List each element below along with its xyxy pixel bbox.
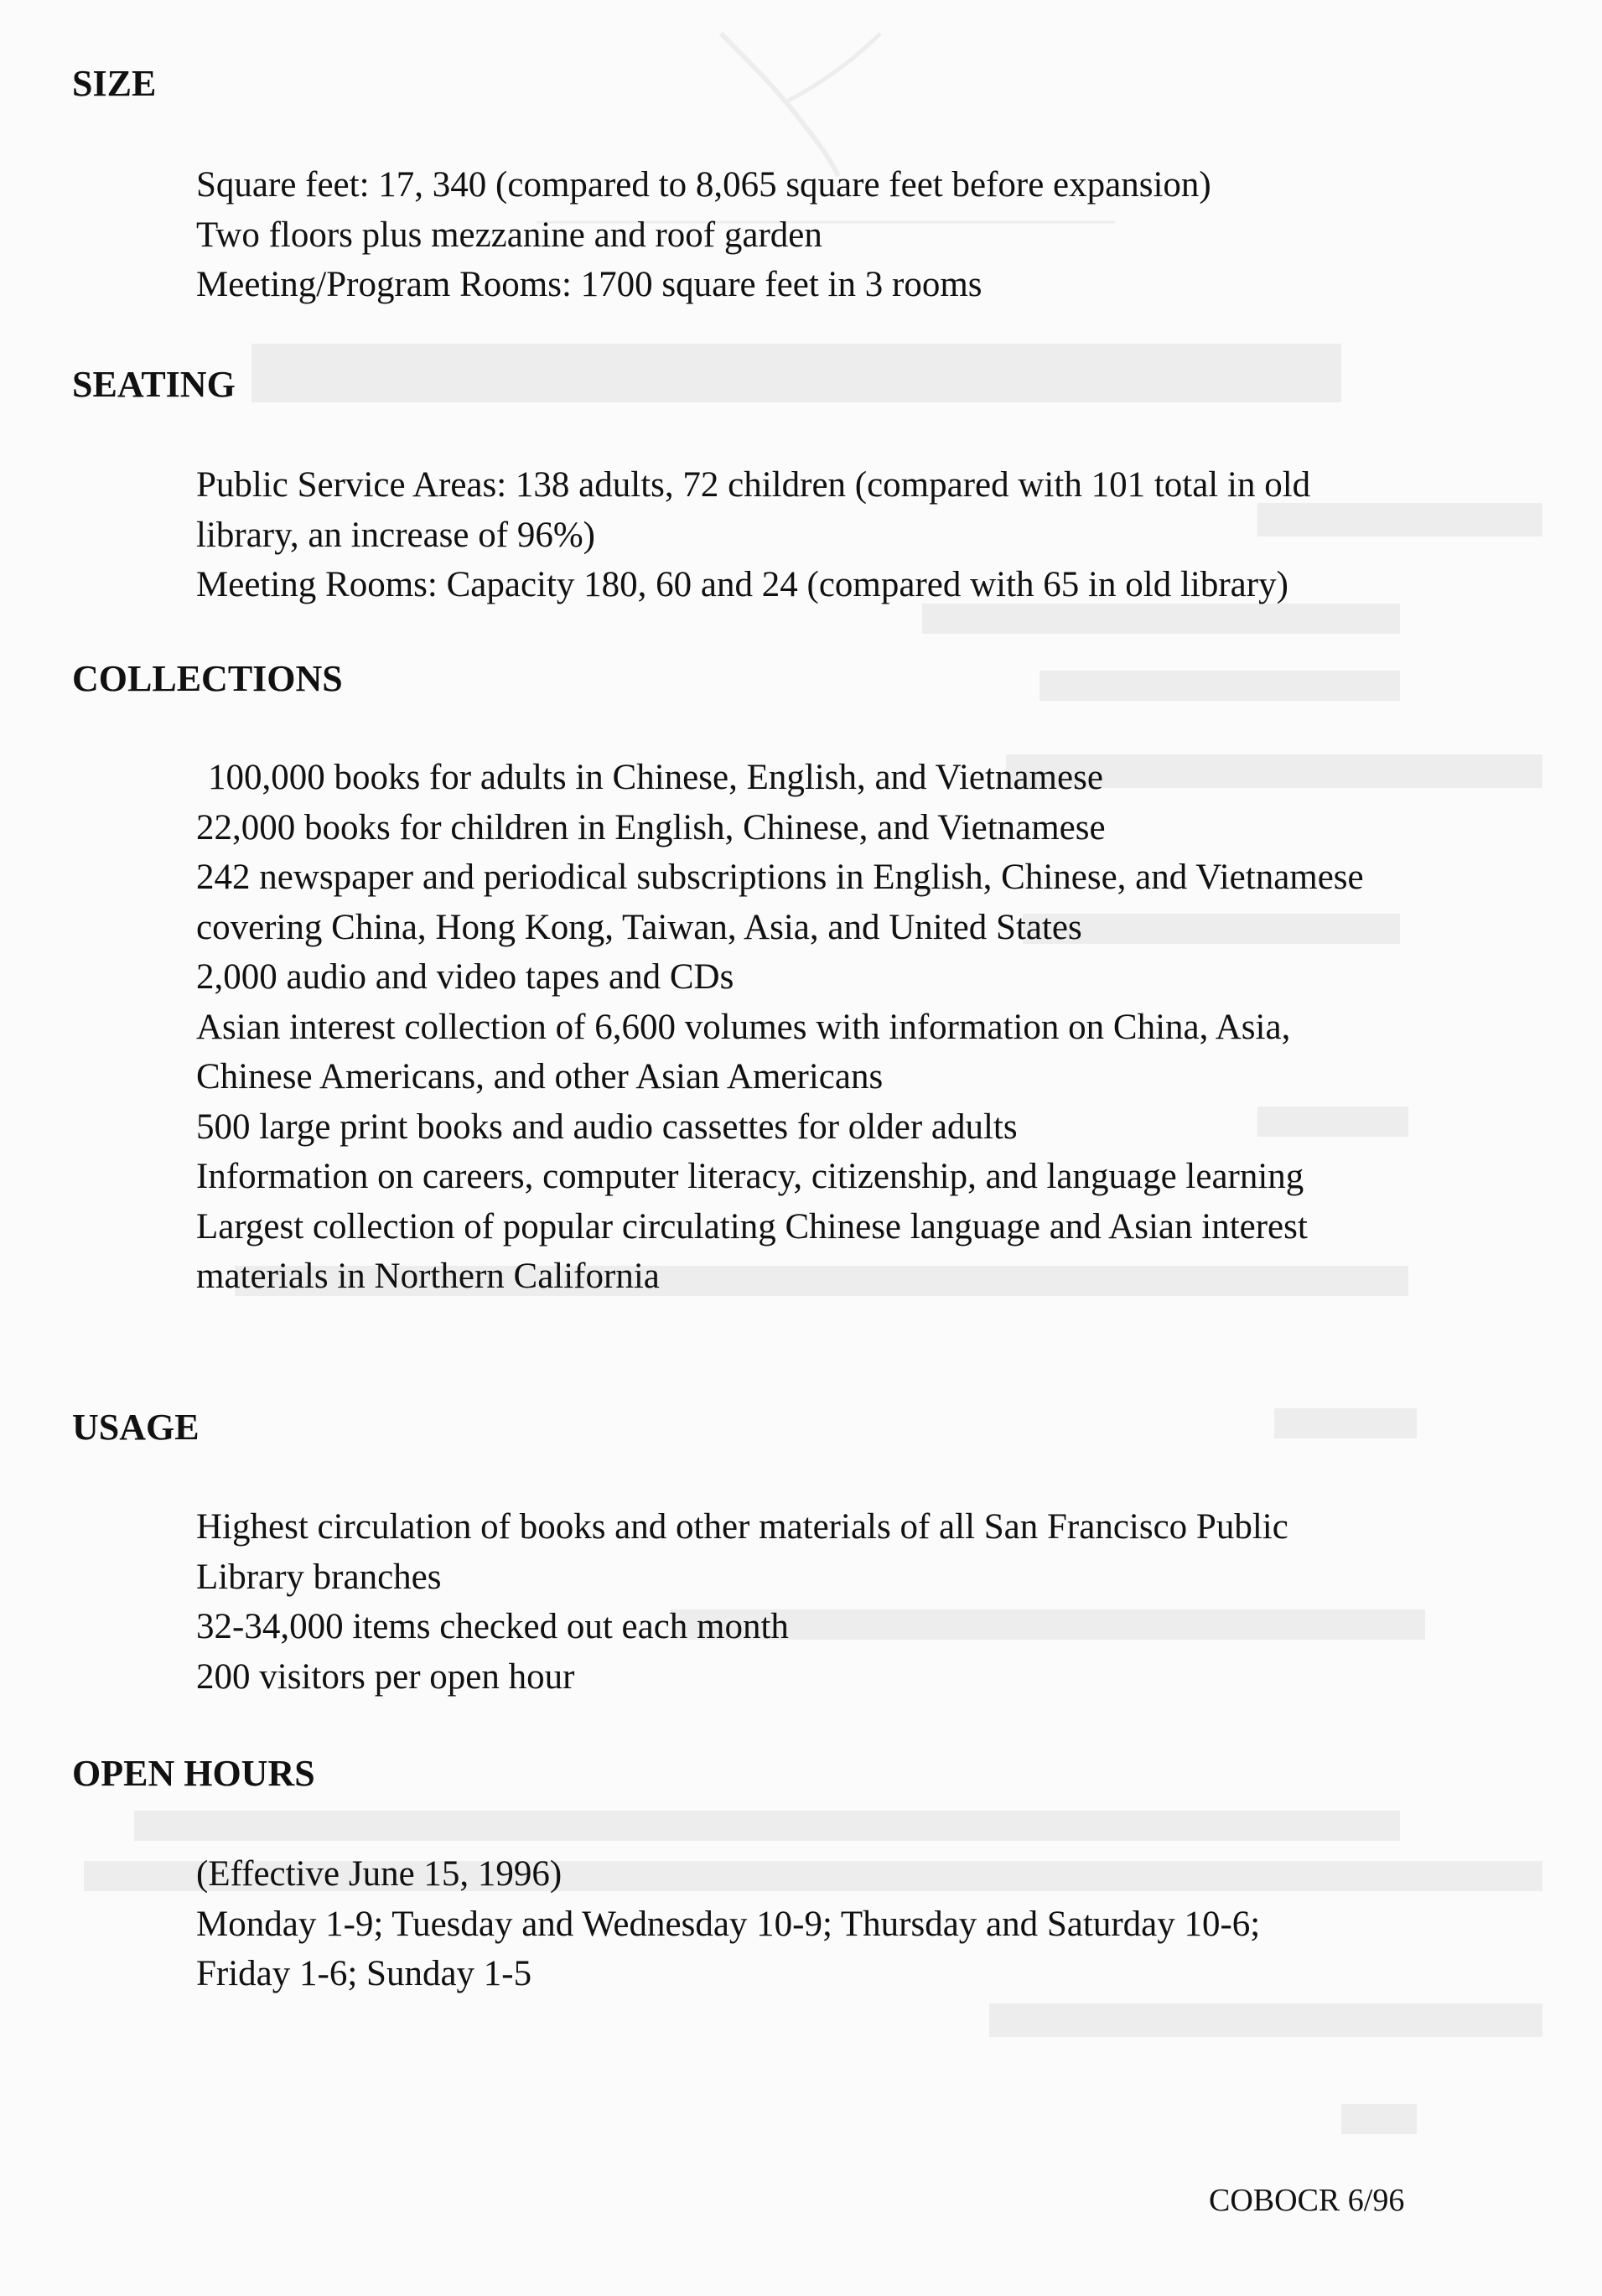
section-heading-collections: COLLECTIONS	[72, 658, 343, 699]
body-line: covering China, Hong Kong, Taiwan, Asia, and United States	[196, 907, 1082, 947]
section-heading-seating: SEATING	[72, 364, 236, 405]
body-line: library, an increase of 96%)	[196, 515, 595, 555]
body-line: Asian interest collection of 6,600 volumes with information on China, Asia,	[196, 1007, 1291, 1047]
body-line: 500 large print books and audio cassettes for older adults	[196, 1107, 1018, 1147]
section-body-collections	[196, 753, 1563, 1302]
body-line: 2,000 audio and video tapes and CDs	[196, 957, 734, 997]
section-body-usage	[196, 1502, 1563, 1702]
body-line: Monday 1-9; Tuesday and Wednesday 10-9; Thursday and Saturday 10-6;	[196, 1904, 1261, 1944]
body-line: Chinese Americans, and other Asian Americans	[196, 1057, 884, 1096]
section-body-seating	[196, 460, 1563, 610]
body-line: materials in Northern California	[196, 1257, 660, 1296]
body-line: (Effective June 15, 1996)	[196, 1854, 563, 1894]
body-line: Highest circulation of books and other materials of all San Francisco Public	[196, 1507, 1288, 1547]
body-line: Largest collection of popular circulating Chinese language and Asian interest	[196, 1206, 1308, 1246]
section-body-size	[196, 160, 1563, 310]
body-line: Square feet: 17, 340 (compared to 8,065 square feet before expansion)	[196, 165, 1211, 205]
body-line: 32-34,000 items checked out each month	[196, 1607, 789, 1646]
document-code: COBOCR 6/96	[1209, 2183, 1405, 2218]
section-heading-open-hours: OPEN HOURS	[72, 1753, 315, 1794]
body-line: Two floors plus mezzanine and roof garden	[196, 215, 822, 255]
body-line: Public Service Areas: 138 adults, 72 children (compared with 101 total in old	[196, 465, 1311, 505]
body-line: Library branches	[196, 1557, 442, 1597]
body-line: 242 newspaper and periodical subscriptions in English, Chinese, and Vietnamese	[196, 858, 1364, 897]
body-line: 200 visitors per open hour	[196, 1656, 575, 1697]
body-line: 22,000 books for children in English, Chinese, and Vietnamese	[196, 807, 1106, 847]
body-line: Information on careers, computer literacy, citizenship, and language learning	[196, 1157, 1304, 1196]
body-line: 100,000 books for adults in Chinese, English, and Vietnamese	[208, 758, 1103, 797]
section-heading-size: SIZE	[72, 63, 157, 104]
section-heading-usage: USAGE	[72, 1407, 200, 1448]
section-body-open-hours	[196, 1849, 1563, 1999]
body-line: Meeting/Program Rooms: 1700 square feet in 3 rooms	[196, 265, 982, 304]
body-line: Meeting Rooms: Capacity 180, 60 and 24 (compared with 65 in old library)	[196, 565, 1288, 604]
body-line: Friday 1-6; Sunday 1-5	[196, 1954, 532, 1993]
